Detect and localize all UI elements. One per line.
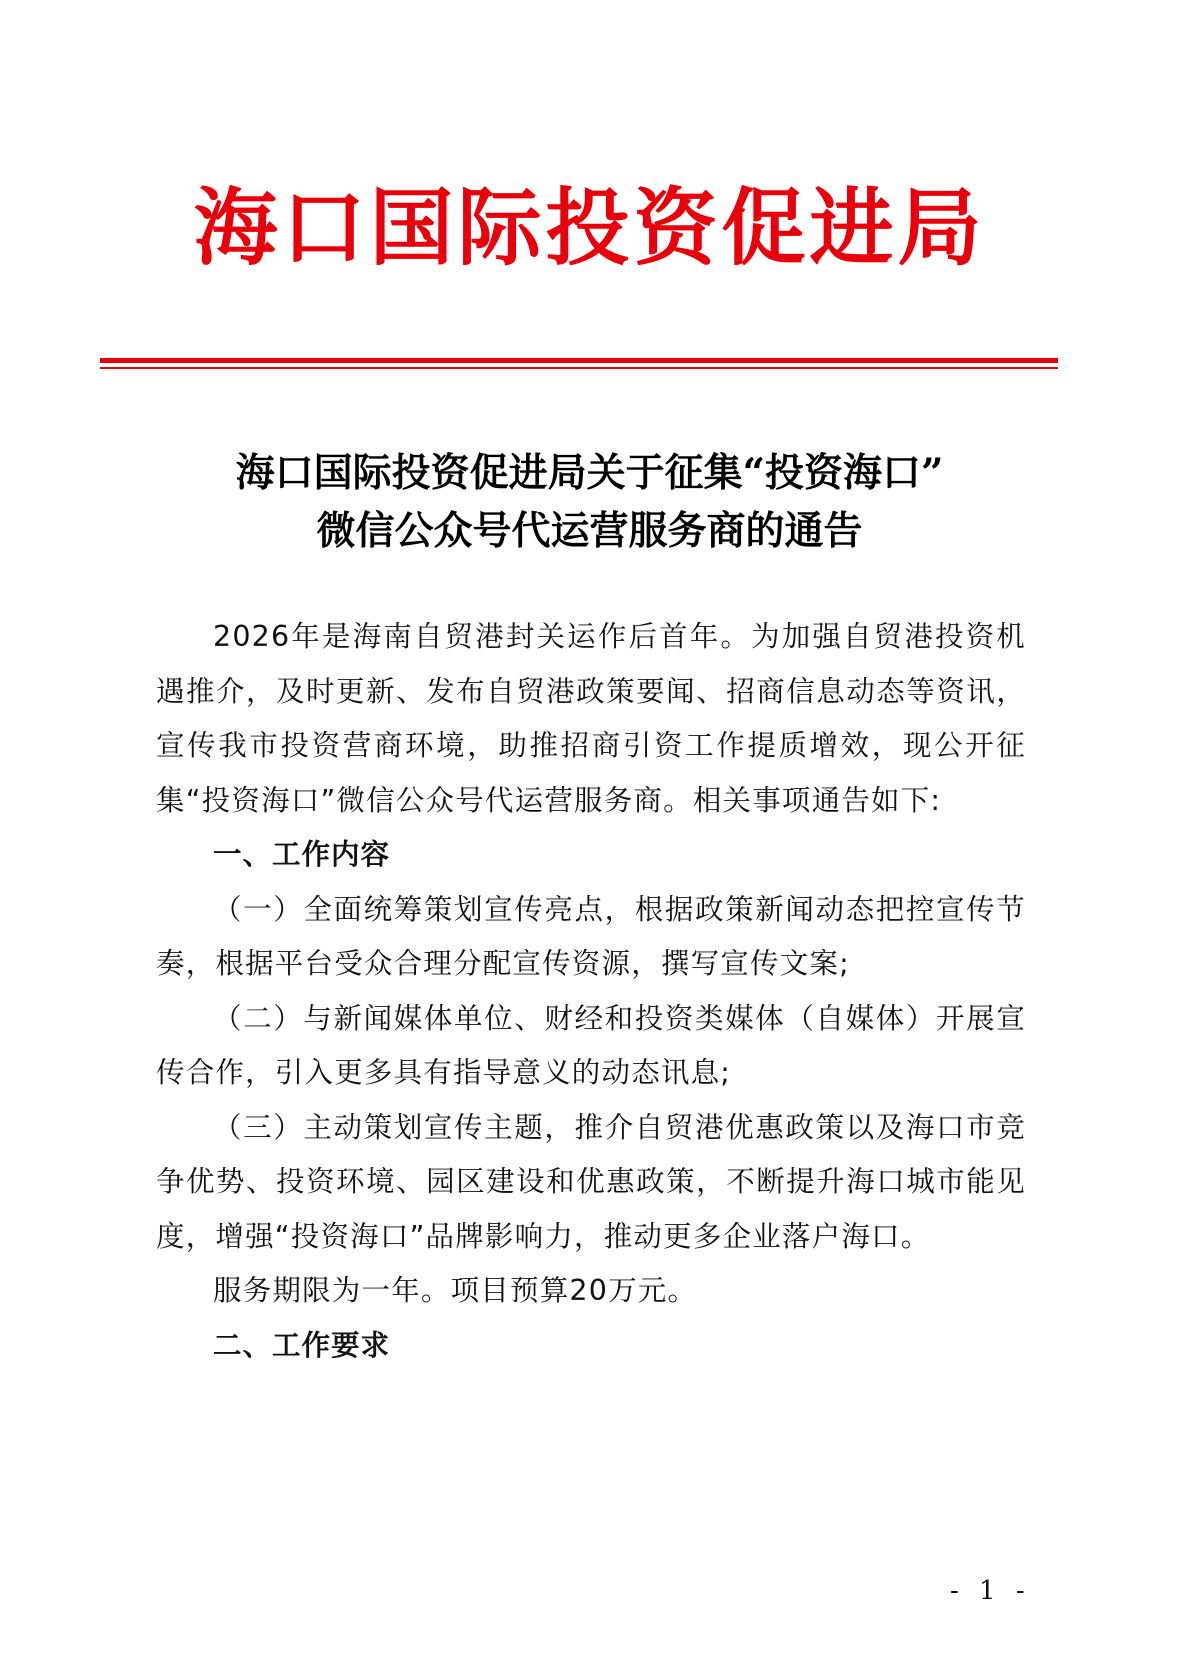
- service-term-paragraph: 服务期限为一年。项目预算20万元。: [213, 1274, 698, 1307]
- document-body: [156, 610, 1026, 1373]
- work-item-2: （二）与新闻媒体单位、财经和投资类媒体（自媒体）开展宣传合作，引入更多具有指导意义的动态讯息;: [156, 1001, 1026, 1089]
- masthead-rule-thick: [100, 358, 1058, 363]
- document-title-line-2: 微信公众号代运营服务商的通告: [316, 508, 863, 554]
- work-item-3: （三）主动策划宣传主题，推介自贸港优惠政策以及海口市竞争优势、投资环境、园区建设和优惠政策，不断提升海口城市能见度，增强“投资海口”品牌影响力，推动更多企业落户海口。: [156, 1110, 1026, 1253]
- section-heading-work-requirements: 二、工作要求: [213, 1328, 391, 1362]
- masthead-org-name: 海口国际投资促进局: [193, 178, 986, 277]
- work-item-1: （一）全面统筹策划宣传亮点，根据政策新闻动态把控宣传节奏，根据平台受众合理分配宣传资源，撰写宣传文案;: [156, 892, 1026, 980]
- masthead-rule-thin: [100, 367, 1058, 369]
- document-title-line-1: 海口国际投资促进局关于征集“投资海口”: [235, 450, 944, 496]
- page-number: - 1 -: [950, 1576, 1031, 1606]
- section-heading-work-content: 一、工作内容: [213, 838, 391, 871]
- intro-paragraph: 2026年是海南自贸港封关运作后首年。为加强自贸港投资机遇推介，及时更新、发布自贸港政策要闻、招商信息动态等资讯，宣传我市投资营商环境，助推招商引资工作提质增效，现公开征集“投资海口”微信公众号代运营服务商。相关事项通告如下:: [156, 620, 1026, 817]
